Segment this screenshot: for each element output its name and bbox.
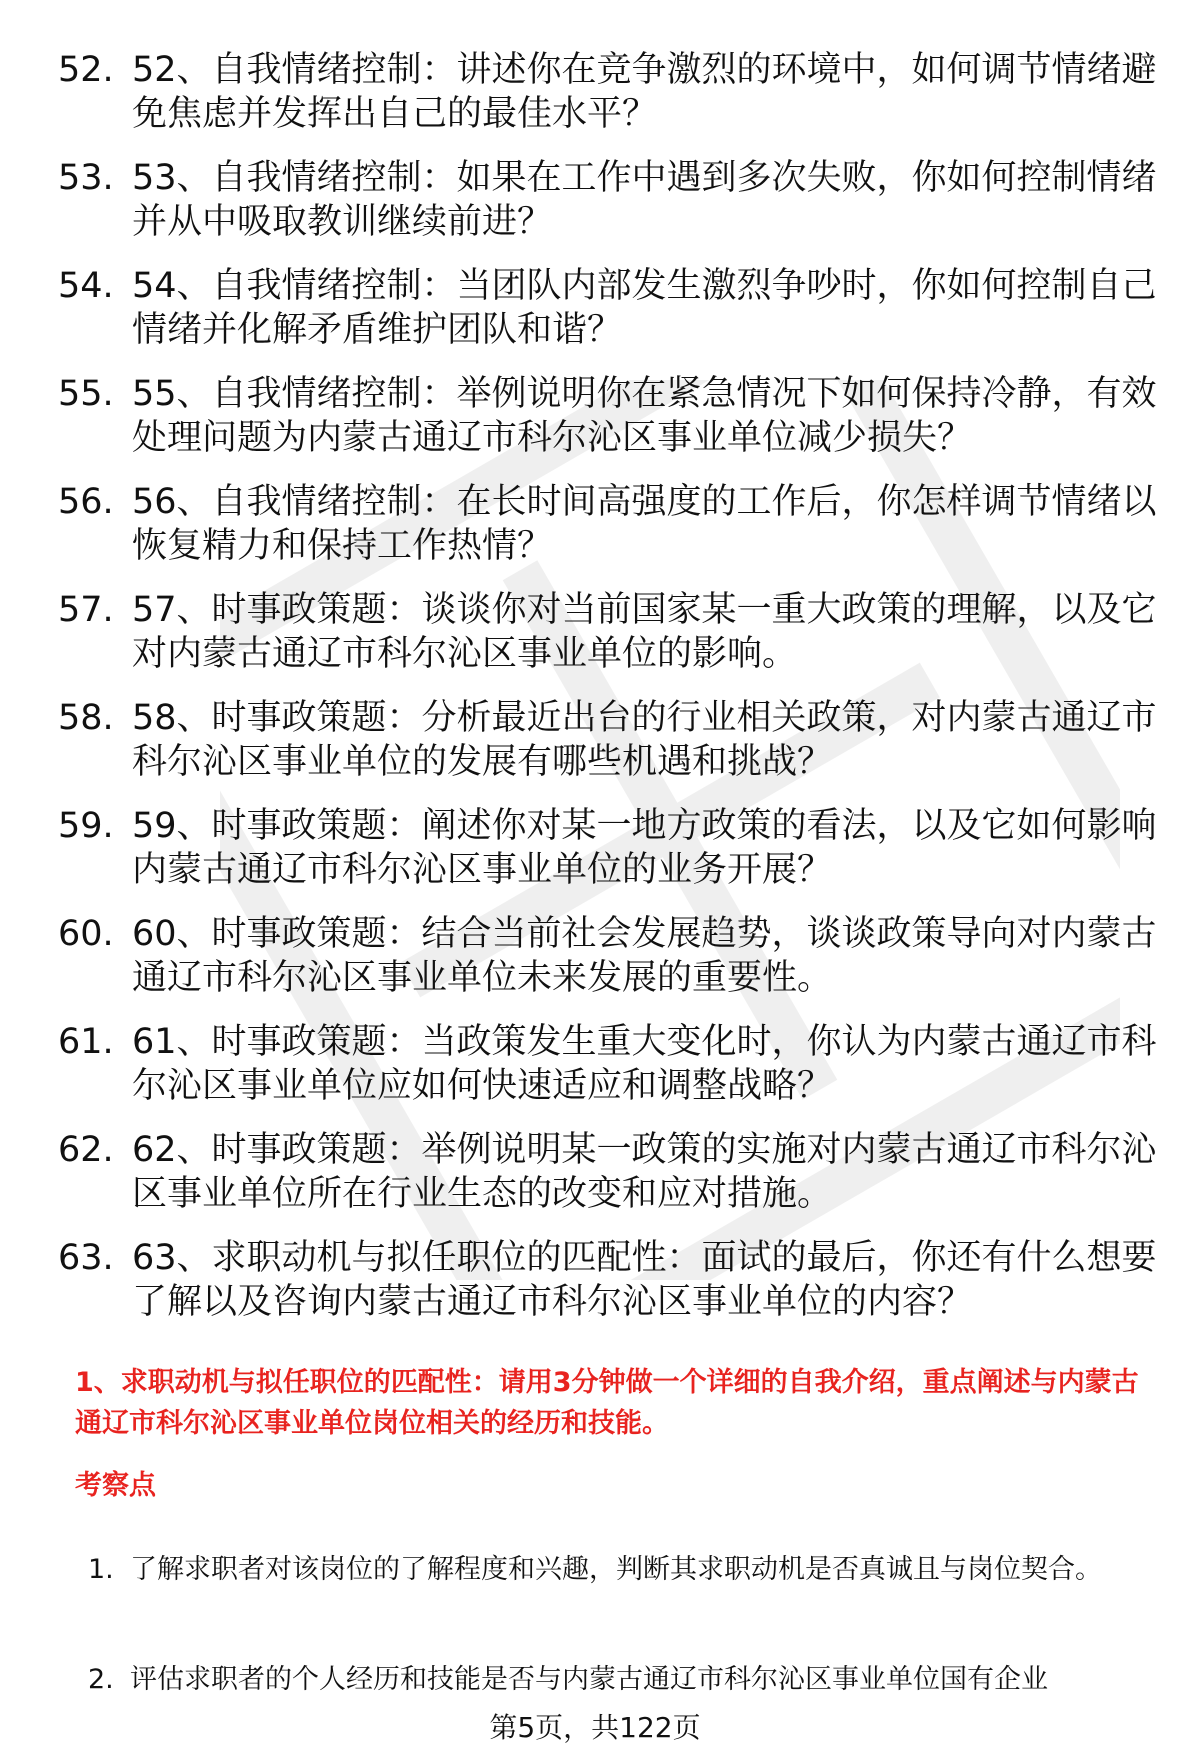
list-item bbox=[0, 264, 1190, 372]
list-item bbox=[0, 912, 1190, 1020]
question-text: 56、自我情绪控制：在长时间高强度的工作后，你怎样调节情绪以恢复精力和保持工作热情？ bbox=[132, 482, 1157, 566]
section-label: 考察点 bbox=[75, 1470, 156, 1501]
point-text: 评估求职者的个人经历和技能是否与内蒙古通辽市科尔沁区事业单位国有企业 bbox=[130, 1664, 1048, 1695]
list-item bbox=[0, 1020, 1190, 1128]
question-text: 53、自我情绪控制：如果在工作中遇到多次失败，你如何控制情绪并从中吸取教训继续前进？ bbox=[132, 158, 1157, 242]
list-number: 54. bbox=[58, 266, 114, 306]
question-text: 60、时事政策题：结合当前社会发展趋势，谈谈政策导向对内蒙古通辽市科尔沁区事业单位未来发展的重要性。 bbox=[132, 914, 1157, 998]
list-item bbox=[0, 480, 1190, 588]
list-number: 2. bbox=[88, 1664, 114, 1695]
list-number: 1. bbox=[88, 1554, 114, 1585]
list-number: 63. bbox=[58, 1238, 114, 1278]
list-number: 55. bbox=[58, 374, 114, 414]
list-number: 61. bbox=[58, 1022, 114, 1062]
list-number: 58. bbox=[58, 698, 114, 738]
list-number: 57. bbox=[58, 590, 114, 630]
list-number: 52. bbox=[58, 50, 114, 90]
list-item bbox=[0, 156, 1190, 264]
question-list bbox=[0, 48, 1190, 1344]
point-text: 了解求职者对该岗位的了解程度和兴趣，判断其求职动机是否真诚且与岗位契合。 bbox=[130, 1554, 1102, 1585]
page-footer: 第5页，共122页 bbox=[489, 1711, 701, 1744]
question-text: 61、时事政策题：当政策发生重大变化时，你认为内蒙古通辽市科尔沁区事业单位应如何快速适应和调整战略？ bbox=[132, 1022, 1157, 1106]
question-text: 62、时事政策题：举例说明某一政策的实施对内蒙古通辽市科尔沁区事业单位所在行业生态的改变和应对措施。 bbox=[132, 1130, 1157, 1214]
list-item bbox=[0, 372, 1190, 480]
question-text: 55、自我情绪控制：举例说明你在紧急情况下如何保持冷静，有效处理问题为内蒙古通辽市科尔沁区事业单位减少损失？ bbox=[132, 374, 1157, 458]
question-text: 59、时事政策题：阐述你对某一地方政策的看法，以及它如何影响内蒙古通辽市科尔沁区事业单位的业务开展？ bbox=[132, 806, 1157, 890]
list-item bbox=[0, 588, 1190, 696]
list-item bbox=[0, 48, 1190, 156]
list-item bbox=[0, 1236, 1190, 1344]
list-item bbox=[0, 1540, 1190, 1650]
list-number: 56. bbox=[58, 482, 114, 522]
list-item bbox=[0, 804, 1190, 912]
list-number: 62. bbox=[58, 1130, 114, 1170]
list-number: 60. bbox=[58, 914, 114, 954]
list-number: 53. bbox=[58, 158, 114, 198]
list-item bbox=[0, 1128, 1190, 1236]
question-text: 63、求职动机与拟任职位的匹配性：面试的最后，你还有什么想要了解以及咨询内蒙古通辽市科尔沁区事业单位的内容？ bbox=[132, 1238, 1157, 1322]
question-text: 58、时事政策题：分析最近出台的行业相关政策，对内蒙古通辽市科尔沁区事业单位的发展有哪些机遇和挑战？ bbox=[132, 698, 1157, 782]
list-number: 59. bbox=[58, 806, 114, 846]
highlight-question-heading: 1、求职动机与拟任职位的匹配性：请用3分钟做一个详细的自我介绍，重点阐述与内蒙古通辽市科尔沁区事业单位岗位相关的经历和技能。 bbox=[75, 1367, 1139, 1439]
question-text: 52、自我情绪控制：讲述你在竞争激烈的环境中，如何调节情绪避免焦虑并发挥出自己的最佳水平？ bbox=[132, 50, 1157, 134]
question-text: 57、时事政策题：谈谈你对当前国家某一重大政策的理解，以及它对内蒙古通辽市科尔沁区事业单位的影响。 bbox=[132, 590, 1157, 674]
question-text: 54、自我情绪控制：当团队内部发生激烈争吵时，你如何控制自己情绪并化解矛盾维护团队和谐？ bbox=[132, 266, 1157, 350]
list-item bbox=[0, 696, 1190, 804]
